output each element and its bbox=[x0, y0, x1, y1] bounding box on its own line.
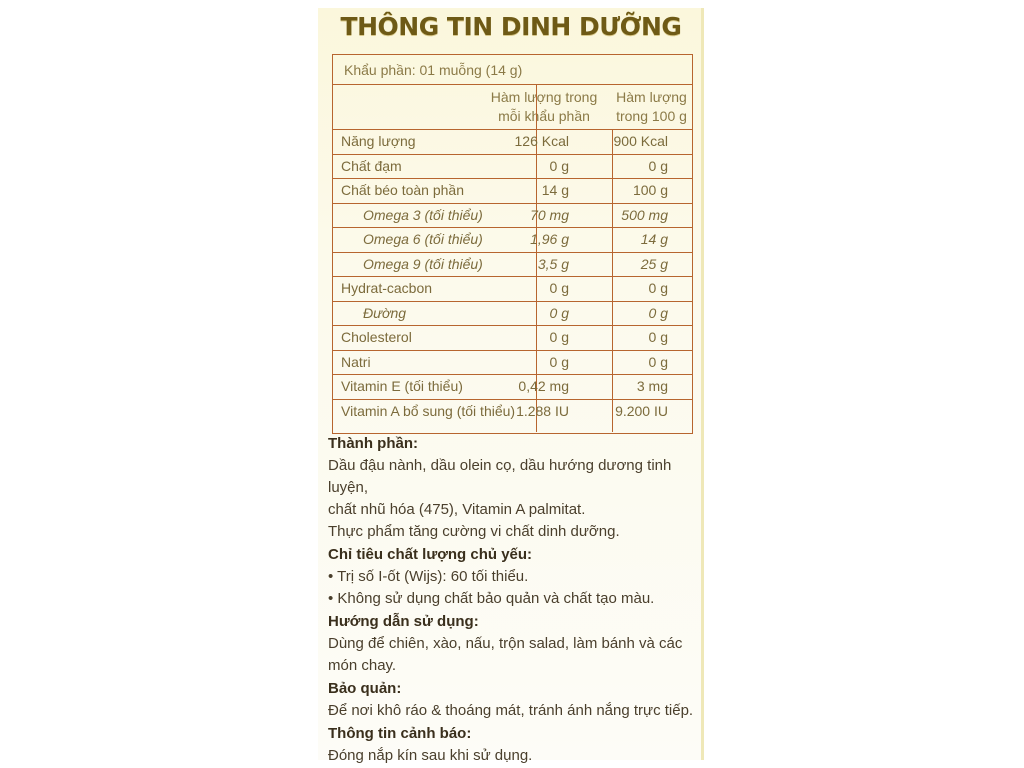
nutrient-name: Omega 9 (tối thiểu) bbox=[363, 255, 483, 272]
table-header bbox=[333, 85, 692, 130]
per-serving-value: 70 mg bbox=[530, 206, 569, 223]
per-serving-value: 3,5 g bbox=[537, 255, 569, 272]
nutrient-name: Cholesterol bbox=[341, 329, 412, 345]
table-row bbox=[333, 228, 692, 253]
per-serving-value: 0 g bbox=[549, 280, 569, 296]
quality-item: • Không sử dụng chất bảo quản và chất tạo màu. bbox=[328, 590, 655, 607]
nutrient-name: Hydrat-cacbon bbox=[341, 280, 433, 296]
per-100g-value: 9.200 IU bbox=[615, 402, 668, 419]
warning-text: Đóng nắp kín sau khi sử dụng. bbox=[328, 747, 533, 764]
per-100g-value: 0 g bbox=[648, 353, 668, 370]
table-row bbox=[333, 155, 692, 180]
quality-item: • Trị số I-ốt (Wijs): 60 tối thiểu. bbox=[328, 568, 529, 585]
usage-heading: Hướng dẫn sử dụng: bbox=[328, 613, 479, 630]
table-row bbox=[333, 375, 692, 400]
per-100g-value: 0 g bbox=[648, 304, 668, 321]
nutrient-name: Natri bbox=[341, 353, 371, 370]
per-100g-value: 500 mg bbox=[621, 206, 668, 223]
serving-size: Khẩu phần: 01 muỗng (14 g) bbox=[333, 55, 692, 85]
nutrient-name: Omega 6 (tối thiểu) bbox=[363, 231, 483, 247]
per-serving-value: 1.288 IU bbox=[516, 402, 569, 419]
per-100g-value: 0 g bbox=[648, 280, 668, 296]
per-serving-value: 14 g bbox=[541, 182, 569, 198]
table-row bbox=[333, 326, 692, 351]
per-100g-value: 25 g bbox=[640, 255, 668, 272]
per-100g-value: 0 g bbox=[648, 329, 668, 345]
ingredients-text: chất nhũ hóa (475), Vitamin A palmitat. bbox=[328, 501, 586, 518]
per-serving-value: 0 g bbox=[549, 304, 569, 321]
per-100g-value: 0 g bbox=[648, 157, 668, 174]
ingredients-heading: Thành phần: bbox=[328, 435, 418, 452]
per-serving-value: 0,42 mg bbox=[518, 378, 569, 394]
ingredients-text: Thực phẩm tăng cường vi chất dinh dưỡng. bbox=[328, 523, 620, 540]
storage-heading: Bảo quản: bbox=[328, 680, 402, 697]
table-row bbox=[333, 277, 692, 302]
ingredients-text: Dầu đậu nành, dầu olein cọ, dầu hướng dương tinh luyện, bbox=[328, 457, 672, 496]
per-serving-value: 0 g bbox=[549, 329, 569, 345]
nutrient-name: Chất béo toàn phần bbox=[341, 182, 464, 198]
header-per-serving: Hàm lượng trong mỗi khẩu phần bbox=[490, 89, 598, 124]
table-row bbox=[333, 204, 692, 229]
table-row bbox=[333, 179, 692, 204]
warning-heading: Thông tin cảnh báo: bbox=[328, 725, 472, 742]
per-serving-value: 1,96 g bbox=[530, 231, 569, 247]
table-row bbox=[333, 400, 692, 425]
nutrient-name: Omega 3 (tối thiểu) bbox=[363, 206, 483, 223]
nutrient-name: Đường bbox=[363, 304, 407, 321]
nutrient-name: Vitamin A bổ sung (tối thiểu) bbox=[341, 402, 516, 419]
storage-text: Để nơi khô ráo & thoáng mát, tránh ánh nắng trực tiếp. bbox=[328, 702, 694, 719]
usage-text: món chay. bbox=[328, 657, 397, 674]
product-info bbox=[328, 432, 700, 767]
page-title: THÔNG TIN DINH DƯỠNG bbox=[340, 12, 682, 41]
nutrition-table bbox=[332, 54, 693, 434]
per-serving-value: 0 g bbox=[549, 157, 569, 174]
header-per-100g: Hàm lượng trong 100 g bbox=[616, 89, 687, 124]
per-100g-value: 3 mg bbox=[636, 378, 668, 394]
per-100g-value: 900 Kcal bbox=[613, 133, 668, 149]
per-serving-value: 0 g bbox=[549, 353, 569, 370]
nutrient-name: Vitamin E (tối thiểu) bbox=[341, 378, 463, 394]
nutrient-name: Chất đạm bbox=[341, 157, 402, 174]
quality-heading: Chỉ tiêu chất lượng chủ yếu: bbox=[328, 546, 533, 563]
table-row bbox=[333, 253, 692, 278]
per-serving-value: 126 Kcal bbox=[514, 133, 569, 149]
nutrient-name: Năng lượng bbox=[341, 133, 416, 149]
per-100g-value: 100 g bbox=[632, 182, 668, 198]
table-row bbox=[333, 351, 692, 376]
nutrition-label bbox=[318, 8, 704, 764]
table-row bbox=[333, 130, 692, 155]
usage-text: Dùng để chiên, xào, nấu, trộn salad, làm bánh và các bbox=[328, 635, 683, 652]
per-100g-value: 14 g bbox=[640, 231, 668, 247]
nutrition-rows bbox=[333, 130, 692, 424]
table-row bbox=[333, 302, 692, 327]
